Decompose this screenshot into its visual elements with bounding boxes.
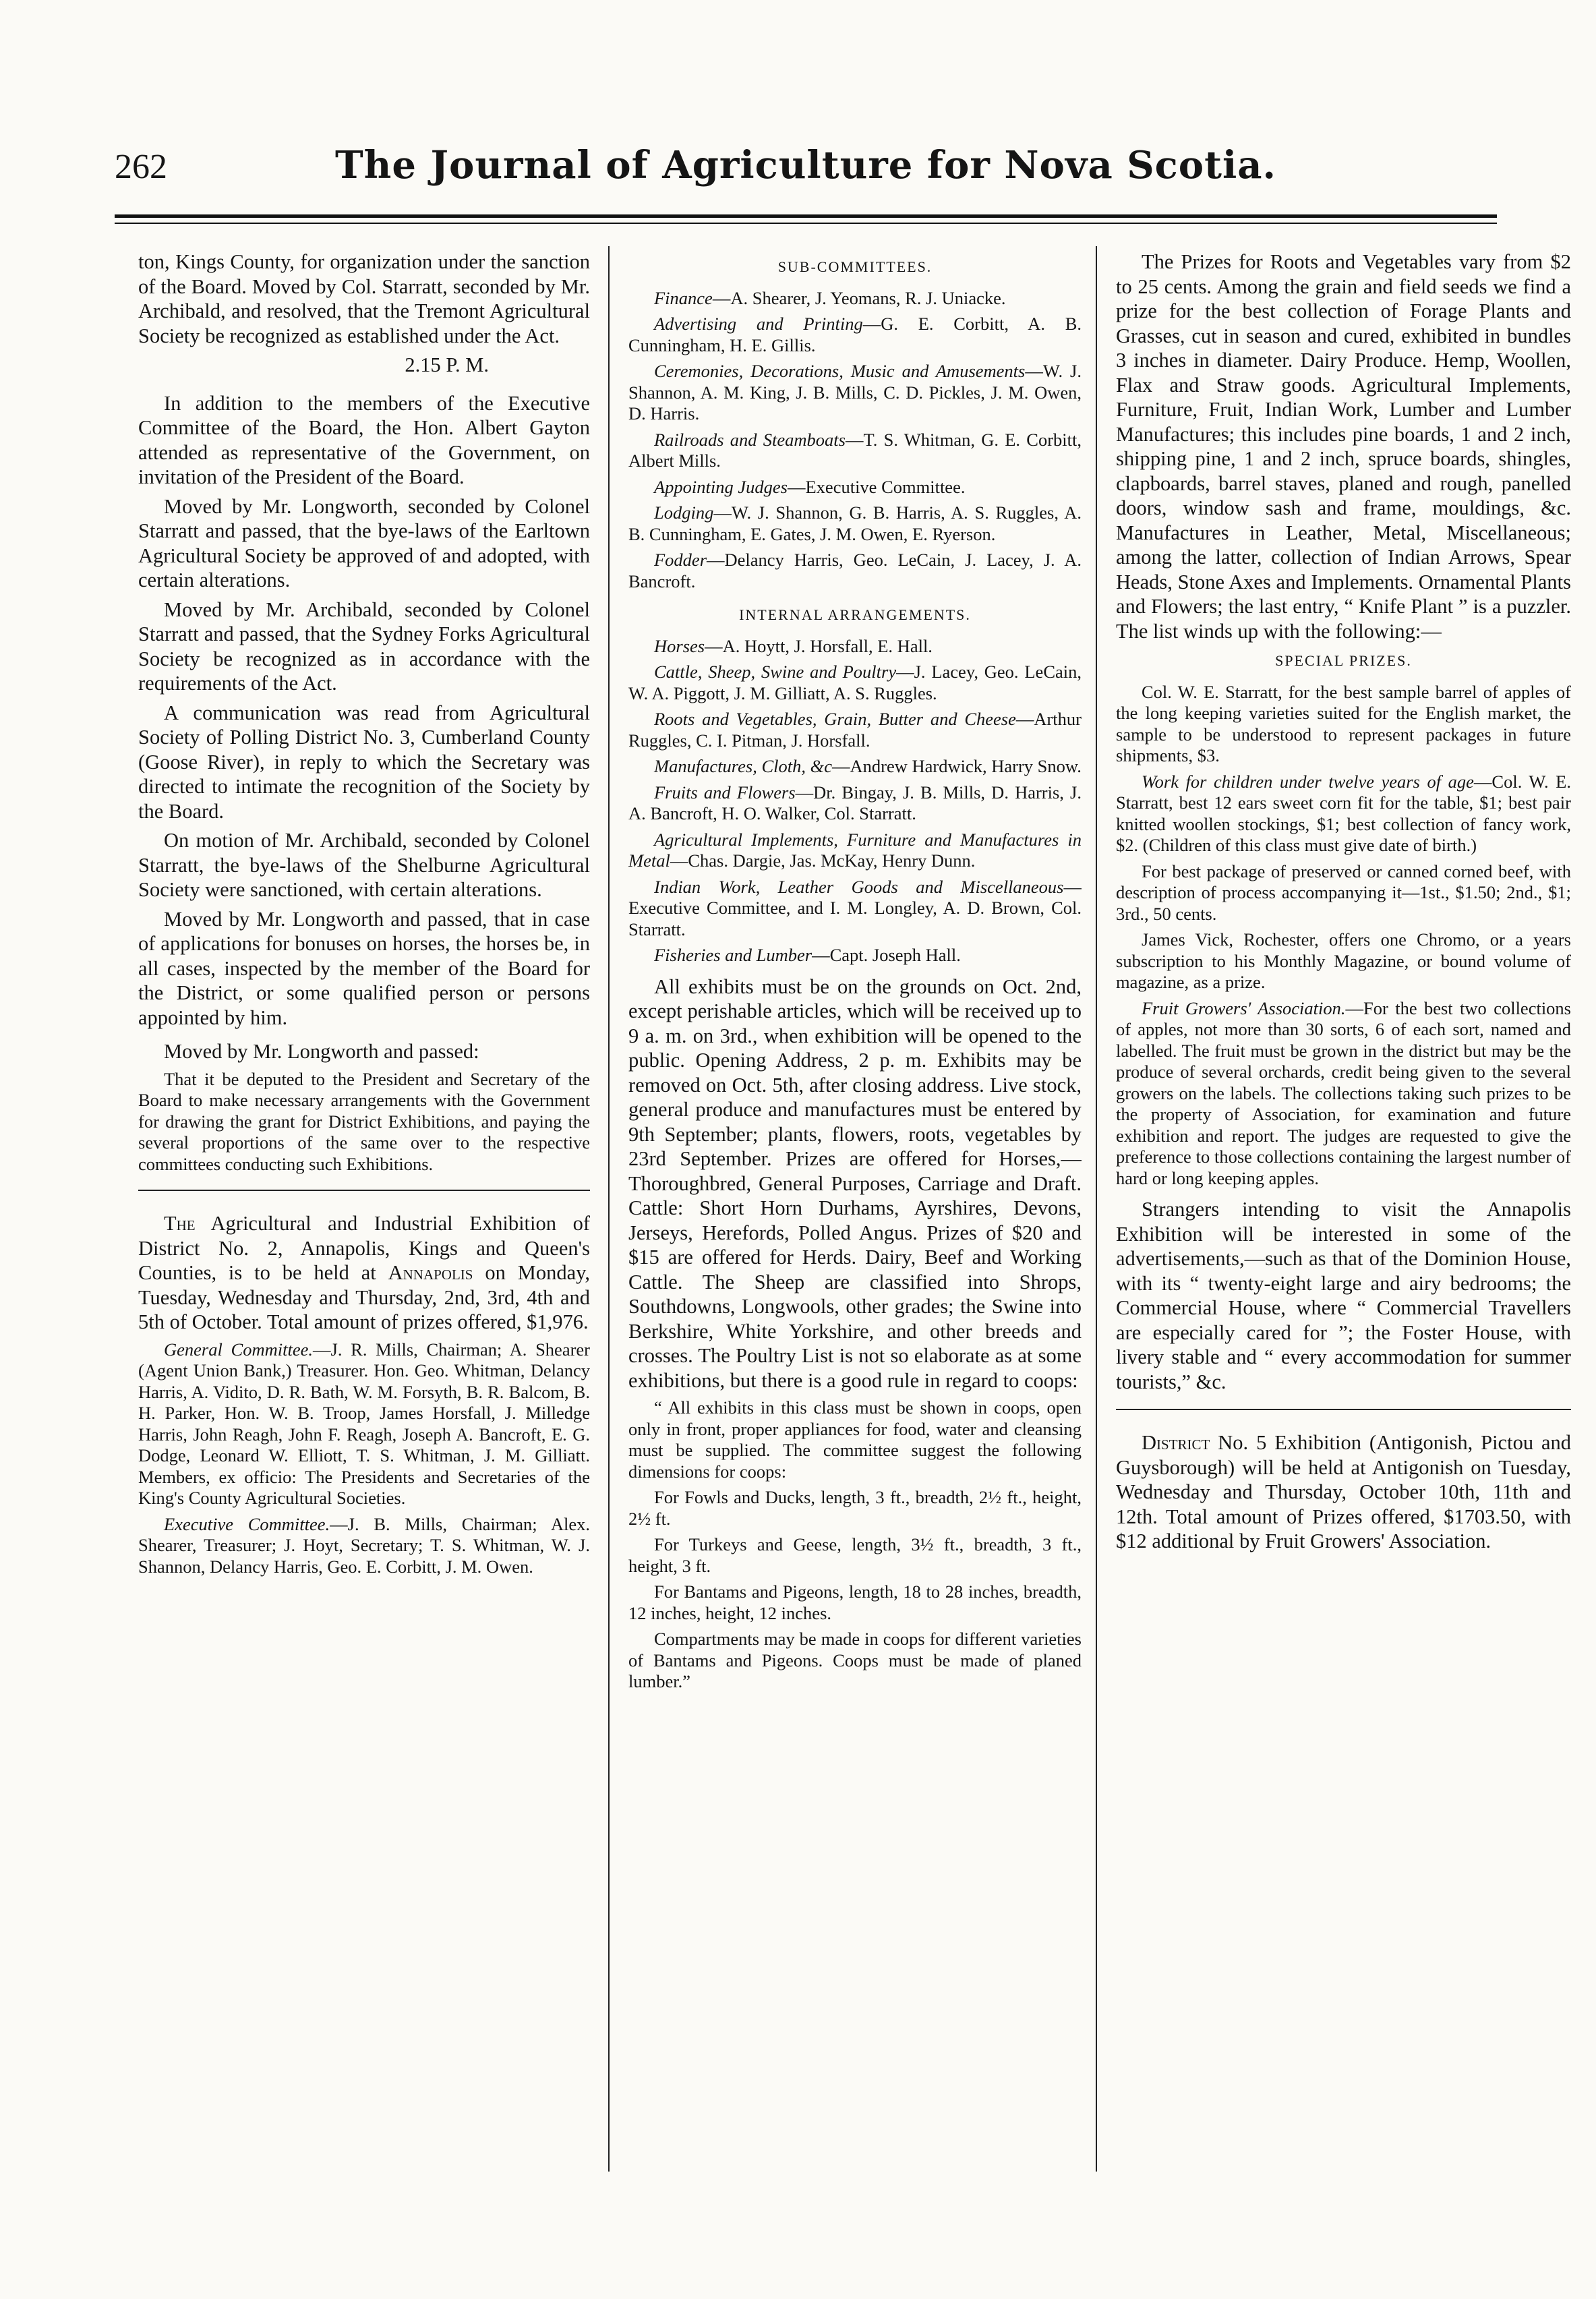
committee-entry [628,502,1082,545]
entry-label: Finance [654,287,713,308]
entry-members: —Executive Committee. [788,476,966,497]
entry-members: —Arthur Ruggles, C. I. Pitman, J. Horsfall. [628,709,1082,751]
committee-entry [628,945,1082,966]
page-header [115,135,1497,209]
special-prize: For best package of preserved or canned corned beef, with description of process accompanying it—1st., $1.50; 2nd., $1; 3rd., 50 cents. [1116,861,1571,924]
committee-entry [628,709,1082,751]
special-prize: James Vick, Rochester, offers one Chromo, or a years subscription to his Monthly Magazine, or bound volume of magazine, as a prize. [1116,929,1571,992]
entry-members: —Capt. Joseph Hall. [812,945,961,965]
drop-word: The [164,1212,196,1235]
entry-members: —Andrew Hardwick, Harry Snow. [832,756,1082,776]
entry-members: —J. Lacey, Geo. LeCain, W. A. Piggott, J. M. Gilliatt, A. S. Ruggles. [628,662,1082,703]
section-heading: INTERNAL ARRANGEMENTS. [739,606,971,623]
committee-entry [628,288,1082,310]
prize-label: Work for children under twelve years of age [1142,771,1474,792]
column-left [138,250,590,2172]
quotation: For Fowls and Ducks, length, 3 ft., breadth, 2½ ft., height, 2½ ft. [628,1487,1082,1529]
committee-entry [628,314,1082,356]
paragraph: The Prizes for Roots and Vegetables vary from $2 to 25 cents. Among the grain and field seeds we find a prize for the best collection of Forage Plants and Grasses, cut in season and cured, exhibited in bundles 3 inches in diameter. Dairy Produce. Hemp, Woollen, Flax and Straw goods. Agricultural Implements, Furniture, Fruit, Indian Work, Lumber and Lumber Manufactures; this includes pine boards, 1 and 2 inch, shipping pine, 1 and 2 inch, spruce boards, shingles, clapboards, barrel staves, planed and rough, panelled doors, window sash and frame, mouldings, &c. Manufactures in Leather, Metal, Miscellaneous; among the latter, collection of Indian Arrows, Spear Heads, Stone Axes and Implements. Ornamental Plants and Flowers; the last entry, “ Knife Plant ” is a puzzler. The list winds up with the following:— [1116,250,1571,643]
page-number: 262 [115,148,167,186]
running-title: The Journal of Agriculture for Nova Scotia. [334,143,1277,187]
paragraph: Moved by Mr. Longworth, seconded by Colonel Starratt and passed, that the bye-laws of the Earltown Agricultural Society be approved of and adopted, with certain alterations. [138,494,590,591]
special-prize [1116,998,1571,1190]
paragraph: In addition to the members of the Executive Committee of the Board, the Hon. Albert Gayton attended as representative of the Government, on invitation of the President of the Board. [138,391,590,488]
entry-members: —W. J. Shannon, A. M. King, J. B. Mills, C. D. Pickles, J. M. Owen, D. Harris. [628,361,1082,424]
entry-members: —W. J. Shannon, G. B. Harris, A. S. Ruggles, A. B. Cunningham, E. Gates, J. M. Owen, E. Ryerson. [628,502,1082,544]
special-prize [1116,772,1571,856]
committee-entry [628,477,1082,498]
committee-entry [628,550,1082,592]
sub-committees-list [628,288,1082,593]
entry-label: Agricultural Implements, Furniture and Manufactures in Metal [628,829,1082,871]
paragraph: ton, Kings County, for organization under the sanction of the Board. Moved by Col. Starratt, seconded by Mr. Archibald, and resolved, that the Tremont Agricultural Society be recognized as established under the Act. [138,250,590,347]
quotation: For Turkeys and Geese, length, 3½ ft., breadth, 3 ft., height, 3 ft. [628,1534,1082,1576]
entry-label: Indian Work, Leather Goods and Miscellaneous [654,876,1064,897]
committee-entry [628,756,1082,778]
quotation: For Bantams and Pigeons, length, 18 to 28 inches, breadth, 12 inches, height, 12 inches. [628,1581,1082,1623]
entry-members: —G. E. Corbitt, A. B. Cunningham, H. E. Gillis. [628,314,1082,355]
paragraph: Moved by Mr. Archibald, seconded by Colonel Starratt and passed, that the Sydney Forks Agricultural Society be recognized as in accordance with the requirements of the Act. [138,598,590,695]
drop-word: District [1142,1431,1210,1454]
announcement-text: on Monday, Tuesday, Wednesday and Thursday, 2nd, 3rd, 4th and 5th of October. Total amount of prizes offered, $1,976. [138,1261,590,1333]
committee-entry [628,662,1082,704]
entry-members: —A. Shearer, J. Yeomans, R. J. Uniacke. [712,287,1006,308]
entry-members: —Delancy Harris, Geo. LeCain, J. Lacey, J. A. Bancroft. [628,550,1082,591]
entry-label: Railroads and Steamboats [654,429,846,450]
special-prize: Col. W. E. Starratt, for the best sample barrel of apples of the long keeping varieties suited for the English market, the sample to be understood to represent packages in future shipments, $3. [1116,681,1571,765]
committee-entry [628,430,1082,472]
column-middle [628,250,1082,2172]
committee-label: Executive Committee. [164,1513,330,1534]
entry-label: Fisheries and Lumber [654,945,812,965]
prize-text: —Col. W. E. Starratt, best 12 ears sweet corn fit for the table, $1; best pair knitted woollen stockings, $1; best collection of fancy work, $2. (Children of this class must give date of birth.) [1116,771,1571,855]
general-committee [138,1339,590,1509]
paragraph: Moved by Mr. Longworth and passed, that in case of applications for bonuses on horses, the horses be, in all cases, inspected by the member of the Board for the District, or some qualified person or persons appointed by him. [138,907,590,1029]
committee-entry [628,361,1082,425]
section-rule [138,1190,590,1191]
place-name: Annapolis [388,1261,473,1284]
entry-label: Roots and Vegetables, Grain, Butter and Cheese [654,709,1016,729]
entry-label: Cattle, Sheep, Swine and Poultry [654,662,897,682]
entry-label: Manufactures, Cloth, &c [654,756,832,776]
announcement-text: Agricultural and Industrial Exhibition of District No. 2, Annapolis, Kings and Queen's Counties, is to be held at [138,1212,590,1284]
paragraph: On motion of Mr. Archibald, seconded by Colonel Starratt, the bye-laws of the Shelburne Agricultural Society were sanctioned, with certain alterations. [138,829,590,901]
committee-entry [628,782,1082,825]
column-divider [1096,246,1097,2172]
column-divider [608,246,610,2172]
entry-label: Advertising and Printing [654,314,863,334]
quotation: Compartments may be made in coops for different varieties of Bantams and Pigeons. Coops must be made of planed lumber.” [628,1629,1082,1691]
paragraph: All exhibits must be on the grounds on Oct. 2nd, except perishable articles, which will be received up to 9 a. m. on 3rd., when exhibition will be opened to the public. Opening Address, 2 p. m. Exhibits may be removed on Oct. 5th, after closing address. Live stock, general produce and manufactures must be entered by 9th September; plants, flowers, roots, vegetables by 23rd September. Prizes are offered for Horses,—Thoroughbred, General Purposes, Carriage and Draft. Cattle: Short Horn Durhams, Ayrshires, Devons, Jerseys, Herefords, Polled Angus. Prizes of $20 and $15 are offered for Herds. Dairy, Beef and Working Cattle. The Sheep are classified into Shrops, Southdowns, Longwools, other grades; the Swine into Berkshire, White Yorkshire, and other breeds and crosses. The Poultry List is not so elaborate as at some exhibitions, but there is a good rule in regard to coops: [628,974,1082,1392]
committee-entry [628,830,1082,872]
committee-label: General Committee. [164,1339,313,1360]
paragraph: Moved by Mr. Longworth and passed: [164,1040,479,1063]
committee-entry [628,636,1082,658]
committee-members: —J. B. Mills, Chairman; Alex. Shearer, Treasurer; J. Hoyt, Secretary; T. S. Whitman, W. J. Shannon, Delancy Harris, Geo. E. Corbitt, J. M. Owen. [138,1513,590,1577]
entry-members: —A. Hoytt, J. Horsfall, E. Hall. [705,635,933,656]
exhibition-announcement [138,1211,590,1335]
internal-arrangements-list [628,636,1082,966]
time-stamp: 2.15 P. M. [405,353,489,376]
header-rule-thick [115,214,1497,218]
prize-text: —For the best two collections of apples, not more than 30 sorts, 6 of each sort, named and labelled. The fruit must be grown in the district but may be the produce of several orchards, credit being given to the several growers on the labels. The collections taking such prizes to be the property of Association, for examination and future exhibition and report. The judges are requested to give the preference to those collections containing the largest number of hard or long keeping apples. [1116,997,1571,1188]
entry-label: Lodging [654,502,714,523]
section-rule [1116,1409,1571,1410]
entry-members: —T. S. Whitman, G. E. Corbitt, Albert Mills. [628,429,1082,471]
entry-label: Fodder [654,550,707,570]
entry-members: —Executive Committee, and I. M. Longley, A. D. Brown, Col. Starratt. [628,876,1082,939]
executive-committee [138,1514,590,1578]
quotation: “ All exhibits in this class must be shown in coops, open only in front, proper appliances for food, water and cleansing must be supplied. The committee suggest the following dimensions for coops: [628,1397,1082,1482]
header-rule-thin [115,223,1497,224]
entry-members: —Chas. Dargie, Jas. McKay, Henry Dunn. [670,850,976,871]
paragraph: A communication was read from Agricultural Society of Polling District No. 3, Cumberland County (Goose River), in reply to which the Secretary was directed to intimate the recognition of the Society by the Board. [138,701,590,823]
entry-label: Ceremonies, Decorations, Music and Amusements [654,361,1026,381]
exhibition-announcement [1116,1430,1571,1554]
committee-entry [628,877,1082,941]
prize-label: Fruit Growers' Association. [1142,997,1346,1018]
entry-label: Appointing Judges [654,476,788,497]
entry-members: —Dr. Bingay, J. B. Mills, D. Harris, J. A. Bancroft, H. O. Walker, Col. Starratt. [628,782,1082,823]
section-heading: SUB-COMMITTEES. [777,258,933,275]
committee-members: —J. R. Mills, Chairman; A. Shearer (Agent Union Bank,) Treasurer. Hon. Geo. Whitman, Delancy Harris, A. Vidito, D. R. Bath, W. M. Forsyth, B. R. Balcom, B. H. Parker, Hon. W. B. Troop, James Horsfall, J. Milledge Harris, John Reagh, John F. Reagh, Joseph A. Bancroft, E. G. Dodge, Leonard W. Elliott, T. S. Whitman, J. M. Gilliatt. Members, ex officio: The Presidents and Secretaries of the King's County Agricultural Societies. [138,1339,590,1508]
section-heading: SPECIAL PRIZES. [1275,652,1412,669]
resolution-text: That it be deputed to the President and Secretary of the Board to make necessary arrangements with the Government for drawing the grant for District Exhibitions, and paying the several proportions of the same over to the respective committees conducting such Exhibitions. [138,1068,590,1174]
announcement-text: No. 5 Exhibition (Antigonish, Pictou and Guysborough) will be held at Antigonish on Tuesday, Wednesday and Thursday, October 10th, 11th and 12th. Total amount of Prizes offered, $1703.50, with $12 additional by Fruit Growers' Association. [1116,1431,1571,1552]
entry-label: Fruits and Flowers [654,782,796,803]
entry-label: Horses [654,635,705,656]
paragraph: Strangers intending to visit the Annapolis Exhibition will be interested in some of the advertisements,—such as that of the Dominion House, with its “ twenty-eight large and airy bedrooms; the Commercial House, where “ Commercial Travellers are especially cared for ”; the Foster House, with livery stable and “ every accommodation for summer tourists,” &c. [1116,1198,1571,1393]
column-right [1116,250,1571,2172]
